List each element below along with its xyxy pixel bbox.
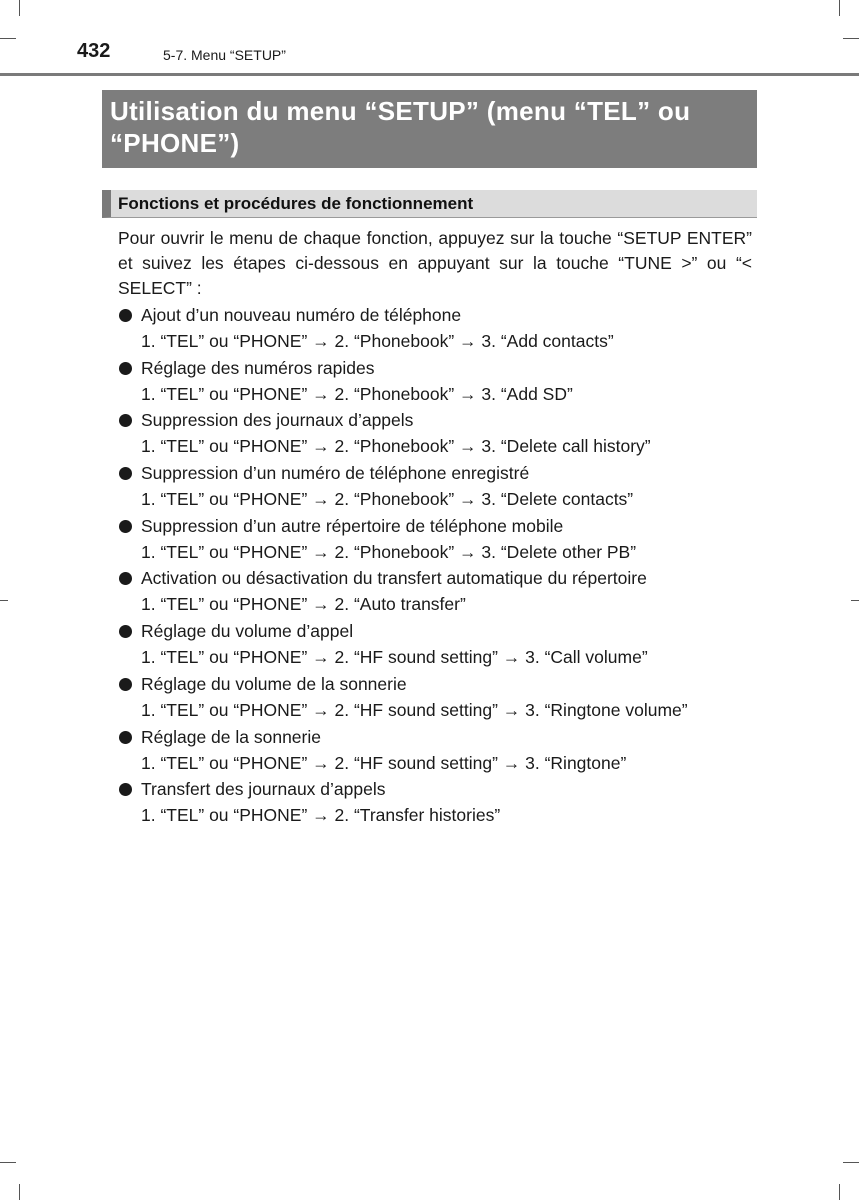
procedure-list <box>118 303 758 830</box>
bullet-icon <box>119 572 132 585</box>
crop-mark <box>839 1184 840 1200</box>
list-item <box>118 566 758 619</box>
crop-mark <box>19 1184 20 1200</box>
bullet-icon <box>119 625 132 638</box>
bullet-icon <box>119 309 132 322</box>
item-menu-path: 1. “TEL” ou “PHONE” → 2. “Phonebook” → 3. “Delete other PB” <box>141 541 637 562</box>
bullet-icon <box>119 783 132 796</box>
page-title: Utilisation du menu “SETUP” (menu “TEL” ou “PHONE”) <box>110 96 691 158</box>
list-item <box>118 619 758 672</box>
crop-mark <box>851 600 859 601</box>
page-number: 432 <box>77 40 111 62</box>
item-label: Réglage de la sonnerie <box>141 726 321 747</box>
page-header <box>0 38 859 78</box>
list-item <box>118 461 758 514</box>
crop-mark <box>839 0 840 16</box>
intro-paragraph: Pour ouvrir le menu de chaque fonction, appuyez sur la touche “SETUP ENTER” et suivez les étapes ci-dessous en appuyant sur la touche “TUNE >” ou “< SELECT” : <box>118 228 752 298</box>
item-label: Activation ou désactivation du transfert automatique du répertoire <box>141 568 647 589</box>
crop-mark <box>0 600 8 601</box>
bullet-icon <box>119 362 132 375</box>
list-item <box>118 777 758 830</box>
page-title-block <box>102 90 757 168</box>
list-item <box>118 408 758 461</box>
list-item <box>118 303 758 356</box>
list-item <box>118 356 758 409</box>
item-label: Ajout d’un nouveau numéro de téléphone <box>141 305 462 325</box>
item-menu-path: 1. “TEL” ou “PHONE” → 2. “Auto transfer” <box>141 594 466 615</box>
item-menu-path: 1. “TEL” ou “PHONE” → 2. “Transfer histories” <box>141 805 501 826</box>
bullet-icon <box>119 414 132 427</box>
item-label: Suppression d’un autre répertoire de téléphone mobile <box>141 515 564 536</box>
item-menu-path: 1. “TEL” ou “PHONE” → 2. “Phonebook” → 3. “Delete contacts” <box>141 489 634 510</box>
item-menu-path: 1. “TEL” ou “PHONE” → 2. “Phonebook” → 3. “Add contacts” <box>141 331 614 351</box>
crop-mark <box>19 0 20 16</box>
list-item <box>118 725 758 778</box>
crop-mark <box>0 1162 16 1163</box>
item-label: Réglage du volume d’appel <box>141 621 354 642</box>
list-item <box>118 672 758 725</box>
item-menu-path: 1. “TEL” ou “PHONE” → 2. “Phonebook” → 3. “Delete call history” <box>141 436 651 457</box>
item-label: Réglage des numéros rapides <box>141 357 375 378</box>
subheading-bar <box>102 190 757 218</box>
crop-mark <box>843 1162 859 1163</box>
item-menu-path: 1. “TEL” ou “PHONE” → 2. “HF sound setting” → 3. “Ringtone” <box>141 752 627 773</box>
item-label: Suppression des journaux d’appels <box>141 410 414 431</box>
subheading: Fonctions et procédures de fonctionnement <box>118 194 474 213</box>
item-menu-path: 1. “TEL” ou “PHONE” → 2. “HF sound setting” → 3. “Call volume” <box>141 647 648 668</box>
header-divider <box>0 73 859 76</box>
list-item <box>118 514 758 567</box>
item-label: Transfert des journaux d’appels <box>141 779 386 800</box>
item-label: Suppression d’un numéro de téléphone enregistré <box>141 463 530 484</box>
bullet-icon <box>119 467 132 480</box>
section-label: 5-7. Menu “SETUP” <box>163 47 286 63</box>
item-menu-path: 1. “TEL” ou “PHONE” → 2. “HF sound setting” → 3. “Ringtone volume” <box>141 699 688 720</box>
bullet-icon <box>119 520 132 533</box>
bullet-icon <box>119 731 132 744</box>
item-menu-path: 1. “TEL” ou “PHONE” → 2. “Phonebook” → 3. “Add SD” <box>141 383 573 404</box>
item-label: Réglage du volume de la sonnerie <box>141 673 407 694</box>
bullet-icon <box>119 678 132 691</box>
